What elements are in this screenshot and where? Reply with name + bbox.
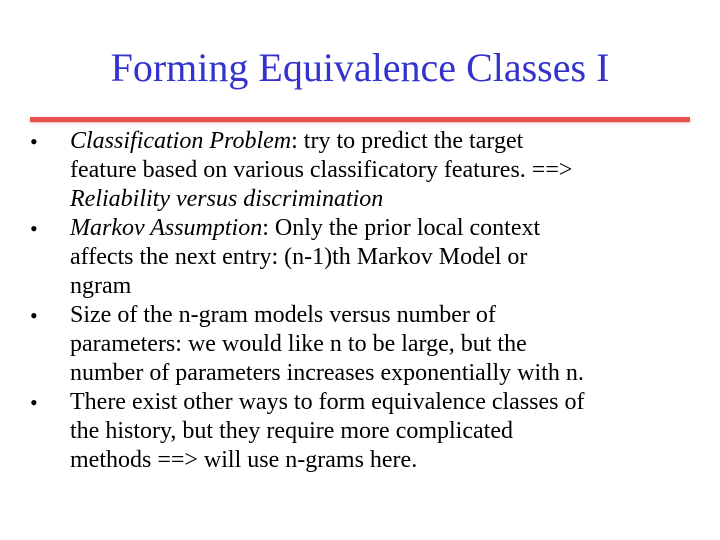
bullet-line: [70, 214, 685, 243]
bullet-line: number of parameters increases exponentially with n.: [70, 360, 584, 386]
bullet-line: affects the next entry: (n-1)th Markov Model or: [70, 244, 528, 270]
bullet-icon: •: [30, 129, 38, 154]
bullet-text: : Only the prior local context: [262, 215, 541, 241]
bullet-line: Size of the n-gram models versus number of: [70, 302, 496, 328]
bullet-line: [70, 127, 685, 156]
bullet-text: : try to predict the target: [291, 128, 524, 154]
bullet-line: parameters: we would like n to be large, but the: [70, 331, 527, 357]
slide-title: Forming Equivalence Classes I: [110, 45, 610, 90]
bullet-line: feature based on various classificatory features. ==>: [70, 157, 573, 183]
bullet-item: [0, 214, 685, 301]
bullet-item: [0, 301, 685, 388]
emphasis-term: Reliability versus discrimination: [70, 186, 384, 212]
bullet-line: the history, but they require more complicated: [70, 418, 513, 444]
bullet-line: methods ==> will use n-grams here.: [70, 447, 418, 473]
bullet-icon: •: [30, 390, 38, 415]
emphasis-term: Markov Assumption: [70, 215, 263, 241]
bullet-list: [0, 127, 720, 475]
bullet-line: ngram: [70, 273, 132, 299]
emphasis-term: Classification Problem: [70, 128, 292, 154]
title-divider: [30, 117, 690, 122]
bullet-item: [0, 127, 685, 214]
bullet-icon: •: [30, 303, 38, 328]
bullet-line: There exist other ways to form equivalence classes of: [70, 389, 585, 415]
bullet-item: [0, 388, 685, 475]
bullet-icon: •: [30, 216, 38, 241]
